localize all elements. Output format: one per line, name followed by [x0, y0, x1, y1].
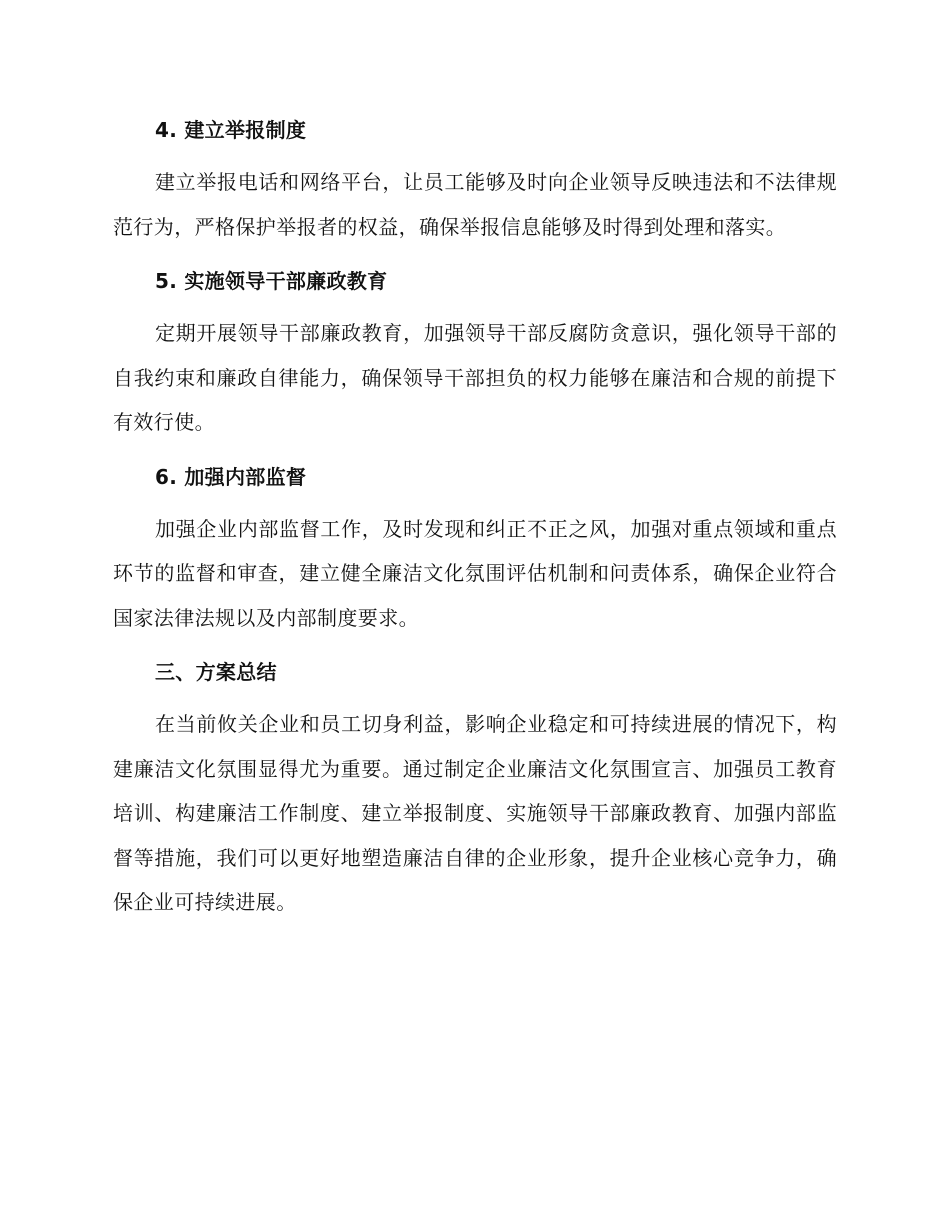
- section-heading-reporting-system: 4. 建立举报制度: [155, 118, 307, 142]
- document-body: [113, 108, 837, 935]
- section-paragraph-plan-summary: 在当前攸关企业和员工切身利益，影响企业稳定和可持续进展的情况下，构建廉洁文化氛围显得尤为重要。通过制定企业廉洁文化氛围宣言、加强员工教育培训、构建廉洁工作制度、建立举报制度、实施领导干部廉政教育、加强内部监督等措施，我们可以更好地塑造廉洁自律的企业形象，提升企业核心竞争力，确保企业可持续进展。: [113, 712, 837, 914]
- section-heading-leader-integrity-education: 5. 实施领导干部廉政教育: [155, 269, 388, 293]
- section-paragraph-reporting-system: 建立举报电话和网络平台，让员工能够及时向企业领导反映违法和不法律规范行为，严格保护举报者的权益，确保举报信息能够及时得到处理和落实。: [113, 170, 837, 239]
- section-paragraph-internal-supervision: 加强企业内部监督工作，及时发现和纠正不正之风，加强对重点领域和重点环节的监督和审查，建立健全廉洁文化氛围评估机制和问责体系，确保企业符合国家法律法规以及内部制度要求。: [113, 516, 837, 630]
- section-heading-plan-summary: 三、方案总结: [155, 660, 277, 684]
- section-heading-internal-supervision: 6. 加强内部监督: [155, 464, 307, 489]
- section-paragraph-leader-integrity-education: 定期开展领导干部廉政教育，加强领导干部反腐防贪意识，强化领导干部的自我约束和廉政自律能力，确保领导干部担负的权力能够在廉洁和合规的前提下有效行使。: [113, 321, 837, 434]
